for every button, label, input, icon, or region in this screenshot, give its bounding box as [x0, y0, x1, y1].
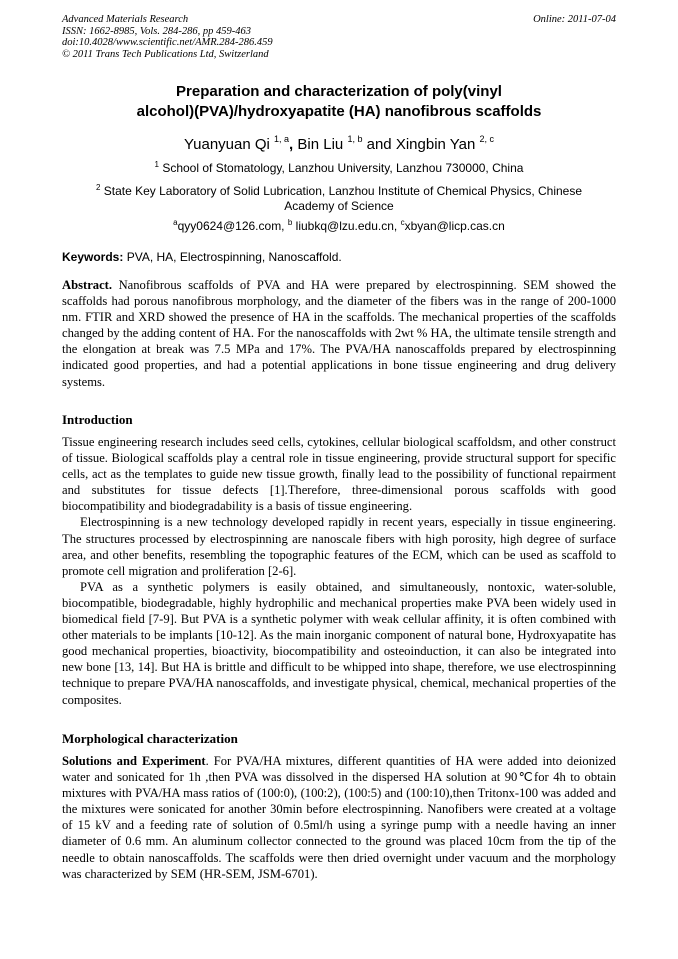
email-b-marker: b — [287, 218, 293, 227]
journal-name: Advanced Materials Research — [62, 14, 189, 25]
email-c[interactable]: xbyan@licp.cas.cn — [404, 219, 505, 233]
author-3-name: Xingbin Yan — [395, 136, 476, 153]
affiliation-1-text: School of Stomatology, Lanzhou University, Lanzhou 730000, China — [162, 161, 524, 175]
abstract-label: Abstract. — [62, 278, 113, 292]
author-1-name: Yuanyuan Qi — [183, 136, 270, 153]
author-3-superscript: 2, c — [479, 134, 495, 144]
journal-header — [62, 14, 616, 60]
introduction-heading: Introduction — [62, 412, 133, 427]
email-c-marker: c — [400, 218, 405, 227]
author-list — [62, 130, 616, 154]
abstract-text: Nanofibrous scaffolds of PVA and HA were prepared by electrospinning. SEM showed the scaffolds had porous nanofibrous morphology, and the diameter of the fibers was in the range of 200-1000 nm. FTIR and XRD showed the presence of HA in the scaffolds. The mechanical properties of the scaffolds changed by the adding content of HA. For the nanoscaffolds with 2wt % HA, the ultimate tensile strength and the elongation at break was 7.5 MPa and 17%. The PVA/HA nanoscaffolds prepared by electrospinning indicated good properties, and had a potential applications in bone tissue engineering and drug delivery systems. — [62, 278, 616, 389]
affiliation-1 — [62, 157, 616, 176]
doi-line: doi:10.4028/www.scientific.net/AMR.284-286.459 — [62, 37, 273, 48]
intro-paragraph-3: PVA as a synthetic polymers is easily obtained, and simultaneously, nontoxic, water-soluble, biocompatible, biodegradable, highly hydrophilic and mechanical properties make PVA been widely used in biomedical field [7-9]. But PVA is a synthetic polymer with weak cellular affinity, it is often combined with other materials to be implants [10-12]. As the main inorganic component of natural bone, Hydroxyapatite has good mechanical properties, bioactivity, biocompatibility and osteoinduction, it can also be integrated into new bone [13, 14]. But HA is brittle and difficult to be whipped into shape, therefore, we use electrospinning technique to prepare PVA/HA nanoscaffolds, and investigate physical, chemical, mechanical properties of the composites. — [62, 579, 616, 707]
morphology-heading: Morphological characterization — [62, 731, 238, 746]
copyright-line: © 2011 Trans Tech Publications Ltd, Switzerland — [62, 48, 269, 60]
affiliation-2-line-1: State Key Laboratory of Solid Lubrication, Lanzhou Institute of Chemical Physics, Chinese — [103, 184, 583, 198]
affiliation-2 — [62, 180, 616, 214]
issn-line: ISSN: 1662-8985, Vols. 284-286, pp 459-463 — [62, 25, 251, 37]
intro-paragraph-2: Electrospinning is a new technology developed rapidly in recent years, especially in tissue engineering. The structures processed by electrospinning are nanoscale fibers with high porosity, high degree of surface area, and other benefits, resembling the topographic features of the ECM, which can be used as scaffold to promote cell migration and proliferation [2-6]. — [62, 515, 616, 578]
affiliation-2-marker: 2 — [95, 183, 101, 192]
keywords-line — [62, 250, 616, 265]
author-2-name: Bin Liu — [297, 136, 344, 153]
email-line — [62, 215, 616, 234]
email-a-marker: a — [173, 218, 178, 227]
author-1-superscript: 1, a — [274, 134, 290, 144]
abstract-paragraph — [62, 277, 616, 390]
keywords-text: PVA, HA, Electrospinning, Nanoscaffold. — [126, 250, 342, 264]
email-b[interactable]: liubkq@lzu.edu.cn, — [295, 219, 398, 233]
introduction-body — [62, 434, 616, 708]
email-a[interactable]: qyy0624@126.com, — [177, 219, 285, 233]
affiliation-2-line-2: Academy of Science — [284, 199, 394, 213]
morphology-body — [62, 753, 616, 882]
author-separator-and: and — [366, 136, 392, 153]
keywords-label: Keywords: — [62, 250, 124, 264]
morphology-lead: Solutions and Experiment — [62, 754, 206, 768]
online-date: Online: 2011-07-04 — [533, 14, 616, 25]
affiliation-1-marker: 1 — [154, 160, 159, 169]
author-2-superscript: 1, b — [347, 134, 363, 144]
author-separator-comma: , — [289, 136, 294, 153]
morphology-text: . For PVA/HA mixtures, different quantities of HA were added into deionized water and sonicated for 1h ,then PVA was dissolved in the dispersed HA solution at 90℃for 4h to obtain mixtures with PVA/HA mass ratios of (100:0), (100:2), (100:5) and (100:10),then Tritonx-100 was added and the mixtures were sonicated for another 30min before electrospinning. Nanofibers were created at a voltage of 15 kV and a feeding rate of solution of 0.5ml/h using a syringe pump with a needle having an inner diameter of 0.6 mm. An aluminum collector connected to the ground was placed 10cm from the tip of the needle to obtain nanoscaffolds. The scaffolds were then dried overnight under vacuum and the morphology was characterized by SEM (HR-SEM, JSM-6701). — [62, 754, 616, 881]
intro-paragraph-1: Tissue engineering research includes seed cells, cytokines, cellular biological scaffoldsm, and other construct of tissue. Biological scaffolds play a central role in tissue engineering, provide structural support for specific cells, act as the templates to guide new tissue growth, finally lead to the possibility of functional repairment and substitutes for tissue defects [1].Therefore, three-dimensional porous scaffolds with good biocompatibility and biodegradability is a basis of tissue engineering. — [62, 435, 616, 514]
title-line-2: alcohol)(PVA)/hydroxyapatite (HA) nanofibrous scaffolds — [136, 103, 542, 120]
title-line-1: Preparation and characterization of poly(vinyl — [176, 83, 502, 100]
paper-title — [62, 82, 616, 122]
